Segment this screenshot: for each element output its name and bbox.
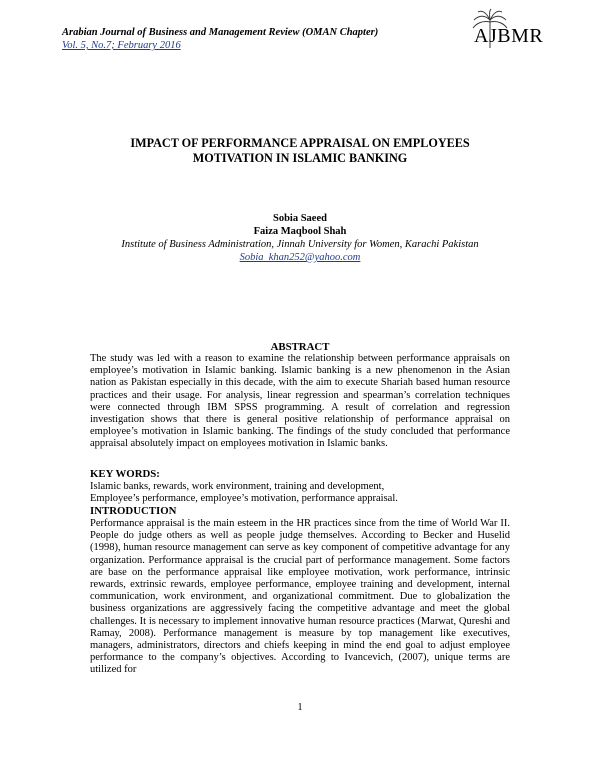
paper-title-line-1: IMPACT OF PERFORMANCE APPRAISAL ON EMPLOYEES bbox=[130, 136, 470, 150]
author-1: Sobia Saeed bbox=[273, 213, 327, 224]
paper-title-line-2: MOTIVATION IN ISLAMIC BANKING bbox=[192, 151, 408, 165]
introduction-heading: INTRODUCTION bbox=[90, 505, 177, 517]
author-email-link[interactable]: Sobia_khan252@yahoo.com bbox=[239, 252, 361, 263]
abstract-heading: ABSTRACT bbox=[270, 341, 330, 353]
logo-text: AJBMR bbox=[474, 25, 544, 47]
keywords-heading: KEY WORDS: bbox=[90, 468, 160, 480]
author-2: Faiza Maqbool Shah bbox=[253, 226, 347, 237]
abstract-text: The study was led with a reason to examine the relationship between performance appraisals on employee’s motivation in Islamic banking. Islamic banking is a new phenomenon in the Asian nation as Pakistan especially in this decade, with the aim to execute Shariah based human resource practices and their usage. For analysis, linear regression and spearman’s correlation techniques were connected through IBM SPSS programming. A result of correlation and regression investigation shows that there is general positive relationship of performance appraisal on employee’s motivation in Islamic banking. The findings of the study concluded that performance appraisal absolutely impact on employees motivation in Islamic banks. bbox=[90, 353, 510, 450]
keywords-line-2: Employee’s performance, employee’s motivation, performance appraisal. bbox=[90, 493, 398, 504]
journal-name: Arabian Journal of Business and Management Review (OMAN Chapter) bbox=[62, 27, 379, 38]
introduction-text: Performance appraisal is the main esteem in the HR practices since from the time of World War II. People do judge others as well as people judge themselves. According to Becker and Huselid (1998), human resource management can serve as key component of competitive advantage for any organization. Performance appraisal is the crucial part of performance management. Some factors are base on the performance appraisal like employee motivation, work performance, intrinsic rewards, extrinsic rewards, employee performance, employee training and development, internal communication, work environment, and organizational commitment. Due to globalization the business organizations are aggressively facing the competitive advantage and meet the global challenges. It is necessary to implement innovative human resource practices (Marwat, Qureshi and Ramay, 2008). Performance management is measure by top management like executives, managers, administrators, directors and chiefs keeping in mind the end goal to adjust employee performance to the company’s objectives. According to Ivancevich, (2007), unique terms are utilized for bbox=[90, 518, 510, 676]
journal-issue: Vol. 5, No.7; February 2016 bbox=[62, 40, 181, 51]
page-number: 1 bbox=[297, 702, 303, 713]
keywords-line-1: Islamic banks, rewards, work environment, training and development, bbox=[90, 481, 385, 492]
author-affiliation: Institute of Business Administration, Jinnah University for Women, Karachi Pakistan bbox=[121, 239, 479, 250]
